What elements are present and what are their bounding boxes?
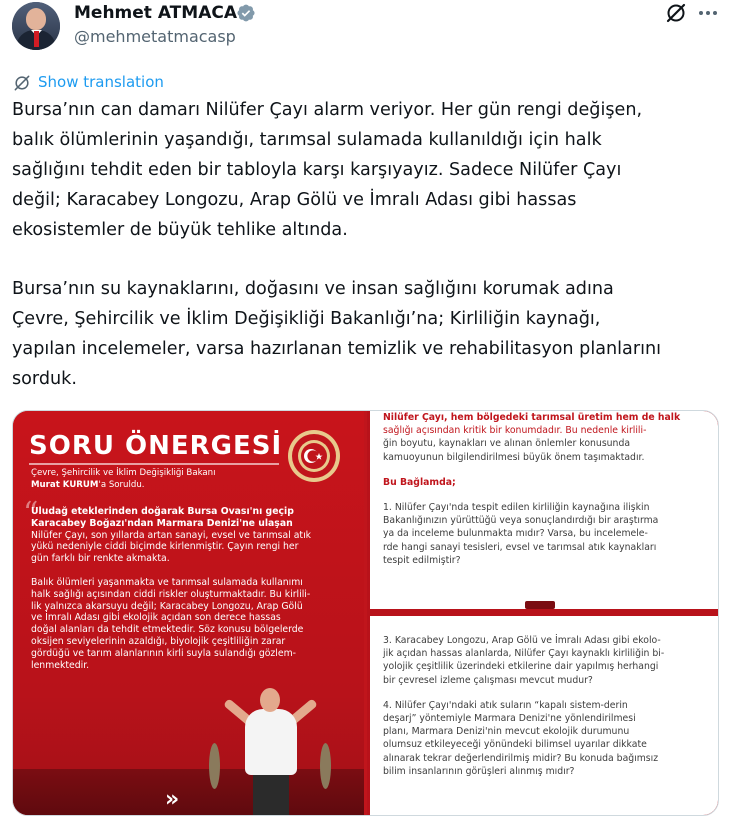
tweet-line: sorduk.: [12, 369, 77, 389]
decorative-vehicle: [525, 601, 555, 609]
left-line: Uludağ eteklerinden doğarak Bursa Ovası'nı geçip: [31, 506, 294, 517]
addressee-suffix: 'a Soruldu.: [98, 480, 145, 490]
right-line: ğin boyutu, kaynakları ve alınan önlemler konusunda: [383, 438, 631, 450]
right-line: sağlığı açısından kritik bir konumdadır. Bu nedenle kirlili-: [383, 425, 647, 437]
tweet-line: sağlığını tehdit eden bir tabloyla karşı karşıyayız. Sadece Nilüfer Çayı: [12, 160, 622, 180]
right-line: Bu Bağlamda;: [383, 476, 456, 488]
tbmm-emblem-icon: [287, 429, 341, 483]
right-line: Bakanlığınızın yürüttüğü veya sonuçlandırdığı bir araştırma: [383, 515, 659, 527]
media-left-panel: [13, 411, 364, 816]
quote-mark: “: [23, 496, 39, 531]
title-divider: [29, 463, 279, 465]
media-right-panel: [367, 411, 719, 816]
left-line: halk sağlığı açısından ciddi riskler oluşturmaktadır. Bu kirlili-: [31, 588, 311, 600]
right-line: tespit edilmiştir?: [383, 554, 461, 566]
tweet-text: [12, 95, 724, 394]
tweet-media-image[interactable]: [12, 410, 719, 816]
addressee-name-line: [31, 480, 145, 490]
right-line: alınarak tekrar değerlendirilmiş midir? Bu konuda bağımsız: [383, 752, 659, 764]
left-line: Karacabey Boğazı'ndan Marmara Denizi'ne ulaşan: [31, 517, 293, 529]
left-line: oksijen seviyelerinin azaldığı, biyolojik çeşitliliğin zarar: [31, 635, 286, 647]
tweet-line: balık ölümlerinin yaşandığı, tarımsal sulamada kullanıldığı için halk: [12, 130, 602, 150]
tweet-line: Bursa’nın su kaynaklarını, doğasını ve insan sağlığını korumak adına: [12, 279, 614, 299]
right-line: kamuoyunun bilgilendirilmesi büyük önem taşımaktadır.: [383, 451, 645, 463]
right-line: 1. Nilüfer Çayı'nda tespit edilen kirliliğin kaynağına ilişkin: [383, 502, 650, 514]
addressee-line: Çevre, Şehircilik ve İklim Değişikliği Bakanı: [31, 468, 216, 478]
questions-card-bottom: [370, 616, 719, 816]
chevrons-icon: »: [165, 787, 180, 812]
show-translation-label: Show translation: [38, 73, 164, 91]
left-line: yükü nedeniyle ciddi biçimde kirlenmiştir. Çayın rengi her: [31, 541, 299, 553]
right-line: ya da inceleme bulunmakta mıdır? Varsa, bu incelemele-: [383, 528, 648, 540]
verified-badge-icon: [236, 3, 256, 23]
right-top-text: [383, 411, 680, 567]
right-bottom-text: [383, 634, 664, 778]
minister-name: Murat KURUM: [31, 480, 99, 490]
photo-man-with-fish: [13, 681, 364, 816]
left-line: ve İmralı Adası gibi ekolojik açıdan son derece hassas: [31, 612, 281, 624]
tweet-line: değil; Karacabey Longozu, Arap Gölü ve İmralı Adası gibi hassas: [12, 190, 577, 210]
right-line: 3. Karacabey Longozu, Arap Gölü ve İmralı Adası gibi ekolo-: [383, 635, 661, 646]
right-line: rde hangi sanayi tesisleri, evsel ve tarımsal atık kaynakları: [383, 541, 657, 553]
right-line: bilim insanlarının görüşleri alınmış mıdır?: [383, 765, 575, 777]
left-line: doğal alanları da tehdit etmektedir. Söz konusu bölgelerde: [31, 624, 304, 636]
tweet-line: ekosistemler de büyük tehlike altında.: [12, 220, 348, 240]
right-line: olumsuz etkileyeceği yönündeki bilimsel uyarılar dikkate: [383, 739, 647, 751]
right-line: 4. Nilüfer Çayı'ndaki atık suların “kapalı sistem-derin: [383, 699, 628, 711]
tweet-header: [0, 0, 736, 62]
left-line: gördüğü ve tarım alanlarının kirli suyla sulandığı gözlem-: [31, 647, 297, 659]
author-handle[interactable]: @mehmetatmacasp: [74, 27, 236, 46]
translate-icon: [12, 73, 32, 93]
right-line: planı, Marmara Denizi'nin mevcut ekolojik durumunu: [383, 726, 630, 738]
tweet-line: Çevre, Şehircilik ve İklim Değişikliği Bakanlığı’na; Kirliliğin kaynağı,: [12, 309, 601, 329]
right-line: deşarj” yöntemiyle Marmara Denizi'ne yönlendirilmesi: [383, 713, 636, 725]
questions-card-top: [370, 411, 719, 609]
left-line: lik yalnızca akarsuyu değil; Karacabey Longozu, Arap Gölü: [31, 600, 303, 612]
right-line: Nilüfer Çayı, hem bölgedeki tarımsal üretim hem de halk: [383, 412, 681, 423]
left-line: Balık ölümleri yaşanmakta ve tarımsal sulamada kullanımı: [31, 576, 303, 588]
right-line: yolojik çeşitlilik üzerindeki etkilerine dair yapılmış herhangi: [383, 661, 659, 673]
tweet-line: yapılan incelemeler, varsa hazırlanan temizlik ve rehabilitasyon planlarını: [12, 339, 661, 359]
avatar[interactable]: [12, 2, 60, 50]
right-line: jik açıdan hassas alanlarda, Nilüfer Çayı kaynaklı kirliliğin bi-: [383, 648, 665, 660]
left-body-text: [31, 506, 351, 671]
grok-icon[interactable]: [664, 1, 688, 25]
left-line: gün farklı bir renkte akmakta.: [31, 553, 170, 565]
author-name[interactable]: Mehmet ATMACA: [74, 3, 237, 23]
left-line: lenmektedir.: [31, 659, 90, 671]
media-title: SORU ÖNERGESİ: [29, 431, 283, 461]
tweet-line: Bursa’nın can damarı Nilüfer Çayı alarm veriyor. Her gün rengi değişen,: [12, 100, 643, 120]
left-line: Nilüfer Çayı, son yıllarda artan sanayi, evsel ve tarımsal atık: [31, 529, 312, 541]
more-options-icon[interactable]: [696, 1, 720, 25]
right-line: bir çevresel izleme çalışması mevcut mudur?: [383, 674, 593, 686]
